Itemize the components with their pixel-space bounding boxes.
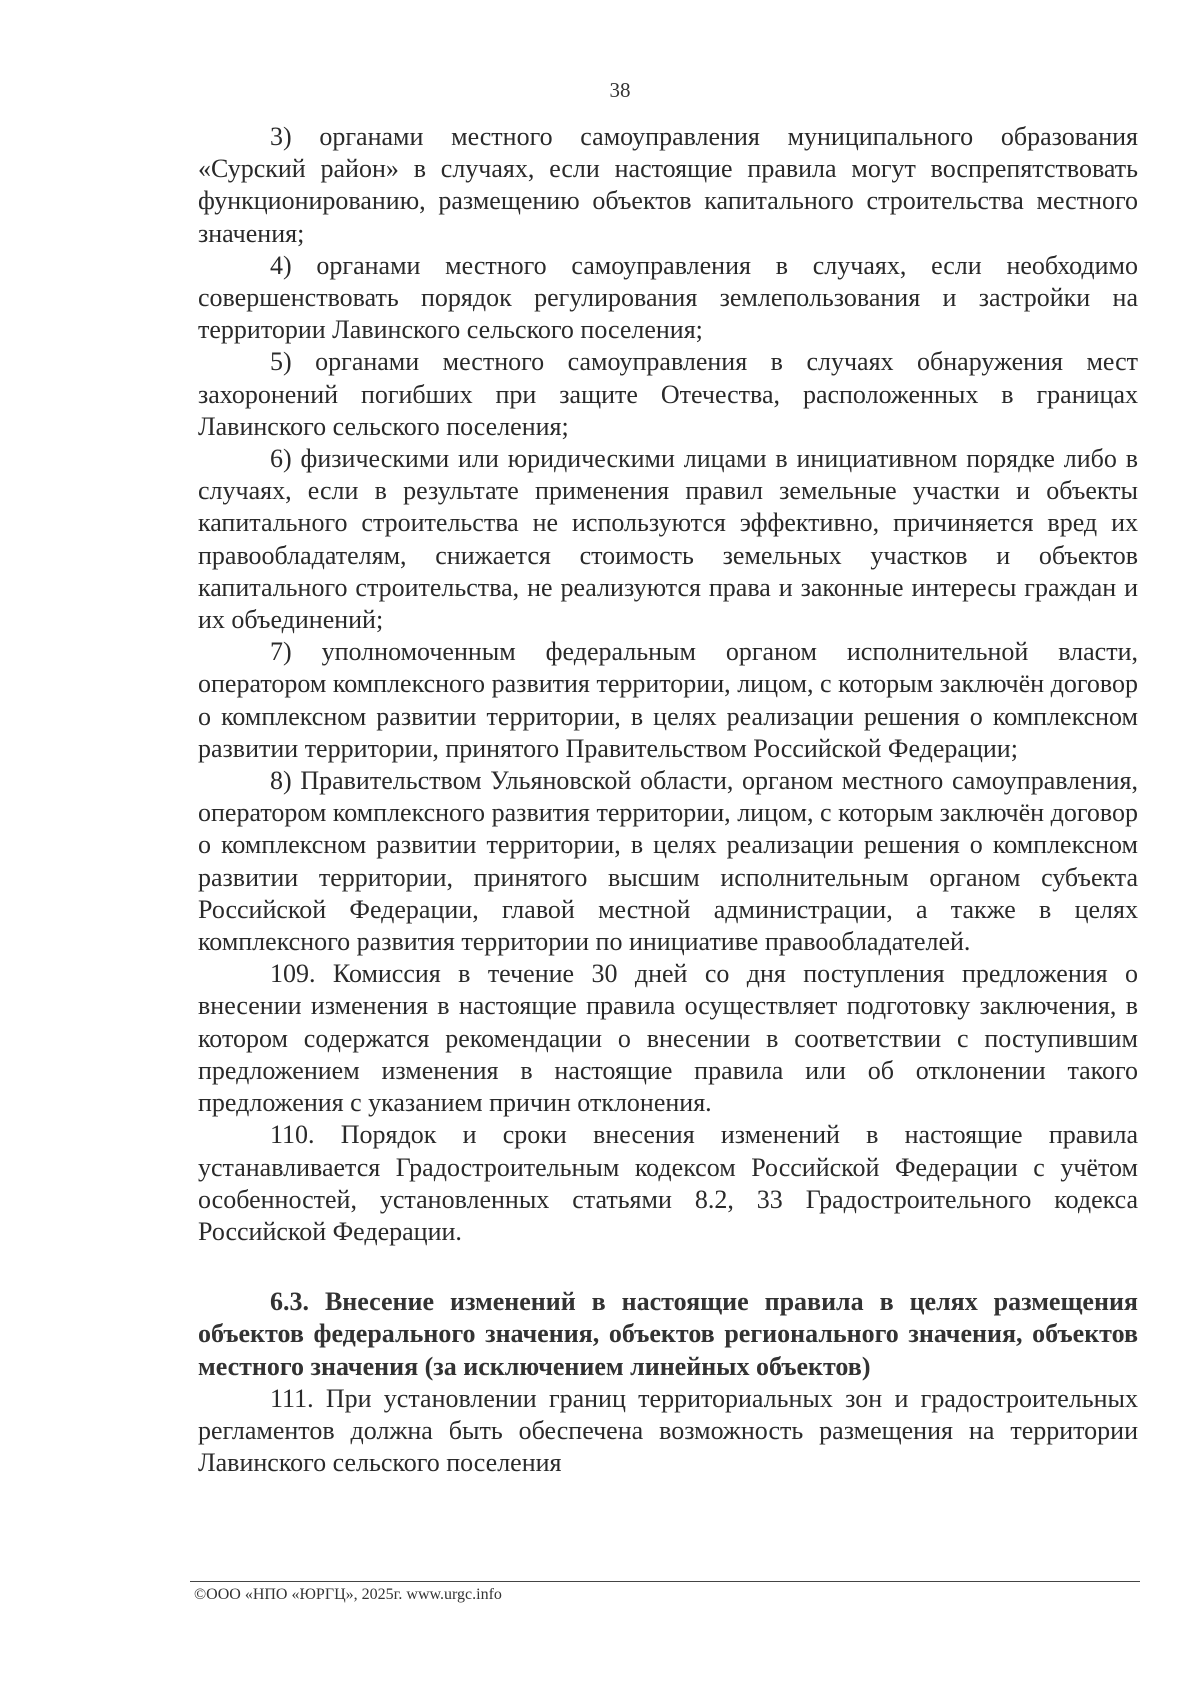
- footer-copyright: ©ООО «НПО «ЮРГЦ», 2025г. www.urgc.info: [194, 1586, 502, 1603]
- paragraph-110: 110. Порядок и сроки внесения изменений в настоящие правила устанавливается Градостроительным кодексом Российской Федерации с учётом особенностей, установленных статьями 8.2, 33 Градостроительного кодекса Российской Федерации.: [198, 1120, 1138, 1246]
- paragraph-item-5: 5) органами местного самоуправления в случаях обнаружения мест захоронений погибших при защите Отечества, расположенных в границах Лавинского сельского поселения;: [198, 347, 1138, 441]
- page-number: 38: [609, 78, 631, 102]
- paragraph-109: 109. Комиссия в течение 30 дней со дня поступления предложения о внесении изменения в настоящие правила осуществляет подготовку заключения, в котором содержатся рекомендации о внесении в соответствии с поступившим предложением изменения в настоящие правила или об отклонении такого предложения с указанием причин отклонения.: [198, 959, 1138, 1118]
- footer-divider: [190, 1581, 1140, 1582]
- document-body: [198, 121, 1138, 1479]
- section-heading-6-3: 6.3. Внесение изменений в настоящие правила в целях размещения объектов федерального значения, объектов регионального значения, объектов местного значения (за исключением линейных объектов): [198, 1287, 1138, 1381]
- paragraph-item-7: 7) уполномоченным федеральным органом исполнительной власти, оператором комплексного развития территории, лицом, с которым заключён договор о комплексном развитии территории, в целях реализации решения о комплексном развитии территории, принятого Правительством Российской Федерации;: [198, 637, 1138, 763]
- paragraph-item-6: 6) физическими или юридическими лицами в инициативном порядке либо в случаях, если в результате применения правил земельные участки и объекты капитального строительства не используются эффективно, причиняется вред их правообладателям, снижается стоимость земельных участков и объектов капитального строительства, не реализуются права и законные интересы граждан и их объединений;: [198, 444, 1138, 635]
- paragraph-item-3: 3) органами местного самоуправления муниципального образования «Сурский район» в случаях, если настоящие правила могут воспрепятствовать функционированию, размещению объектов капитального строительства местного значения;: [198, 122, 1138, 248]
- paragraph-item-8: 8) Правительством Ульяновской области, органом местного самоуправления, оператором комплексного развития территории, лицом, с которым заключён договор о комплексном развитии территории, в целях реализации решения о комплексном развитии территории, принятого высшим исполнительным органом субъекта Российской Федерации, главой местной администрации, а также в целях комплексного развития территории по инициативе правообладателей.: [198, 766, 1138, 957]
- paragraph-111: 111. При установлении границ территориальных зон и градостроительных регламентов должна быть обеспечена возможность размещения на территории Лавинского сельского поселения: [198, 1383, 1138, 1478]
- paragraph-item-4: 4) органами местного самоуправления в случаях, если необходимо совершенствовать порядок регулирования землепользования и застройки на территории Лавинского сельского поселения;: [198, 250, 1138, 345]
